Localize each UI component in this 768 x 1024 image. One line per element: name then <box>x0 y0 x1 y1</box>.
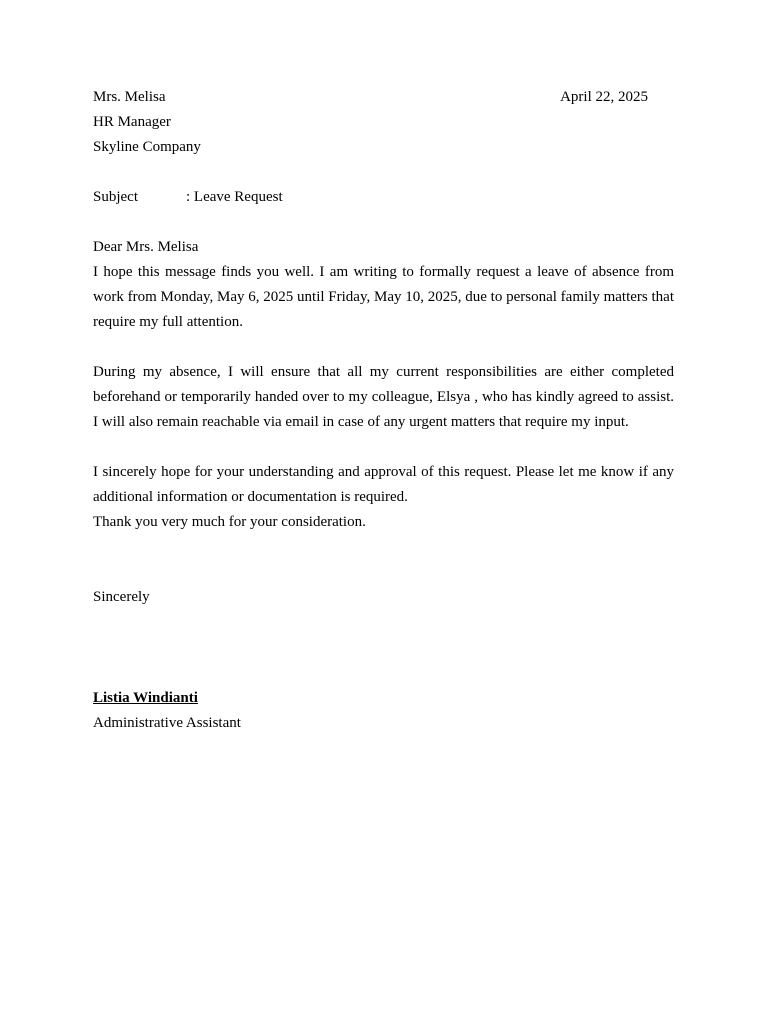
recipient-company: Skyline Company <box>93 139 201 155</box>
thanks-line: Thank you very much for your consideration. <box>93 514 366 530</box>
spacer <box>93 335 674 360</box>
spacer <box>93 210 674 235</box>
letter <box>93 85 674 736</box>
signature-space <box>93 610 674 686</box>
letter-date: April 22, 2025 <box>560 89 648 105</box>
subject-value: : Leave Request <box>186 189 283 205</box>
body-paragraph-3: I sincerely hope for your understanding and approval of this request. Please let me know if any additional information or documentation is required. <box>93 464 674 505</box>
subject-label: Subject <box>93 189 138 205</box>
recipient-name: Mrs. Melisa <box>93 89 166 105</box>
salutation: Dear Mrs. Melisa <box>93 239 199 255</box>
spacer <box>93 160 674 185</box>
spacer <box>93 435 674 460</box>
signer-name: Listia Windianti <box>93 690 198 706</box>
spacer <box>93 535 674 585</box>
closing: Sincerely <box>93 589 150 605</box>
recipient-title: HR Manager <box>93 114 171 130</box>
signer-position: Administrative Assistant <box>93 715 241 731</box>
body-paragraph-1: I hope this message finds you well. I am writing to formally request a leave of absence from work from Monday, May 6, 2025 until Friday, May 10, 2025, due to personal family matters that require my full attention. <box>93 264 674 330</box>
body-paragraph-2: During my absence, I will ensure that all my current responsibilities are either completed beforehand or temporarily handed over to my colleague, Elsya , who has kindly agreed to assist. I will also remain reachable via email in case of any urgent matters that require my input. <box>93 364 674 430</box>
subject-line <box>93 185 674 210</box>
letter-header <box>93 85 648 110</box>
